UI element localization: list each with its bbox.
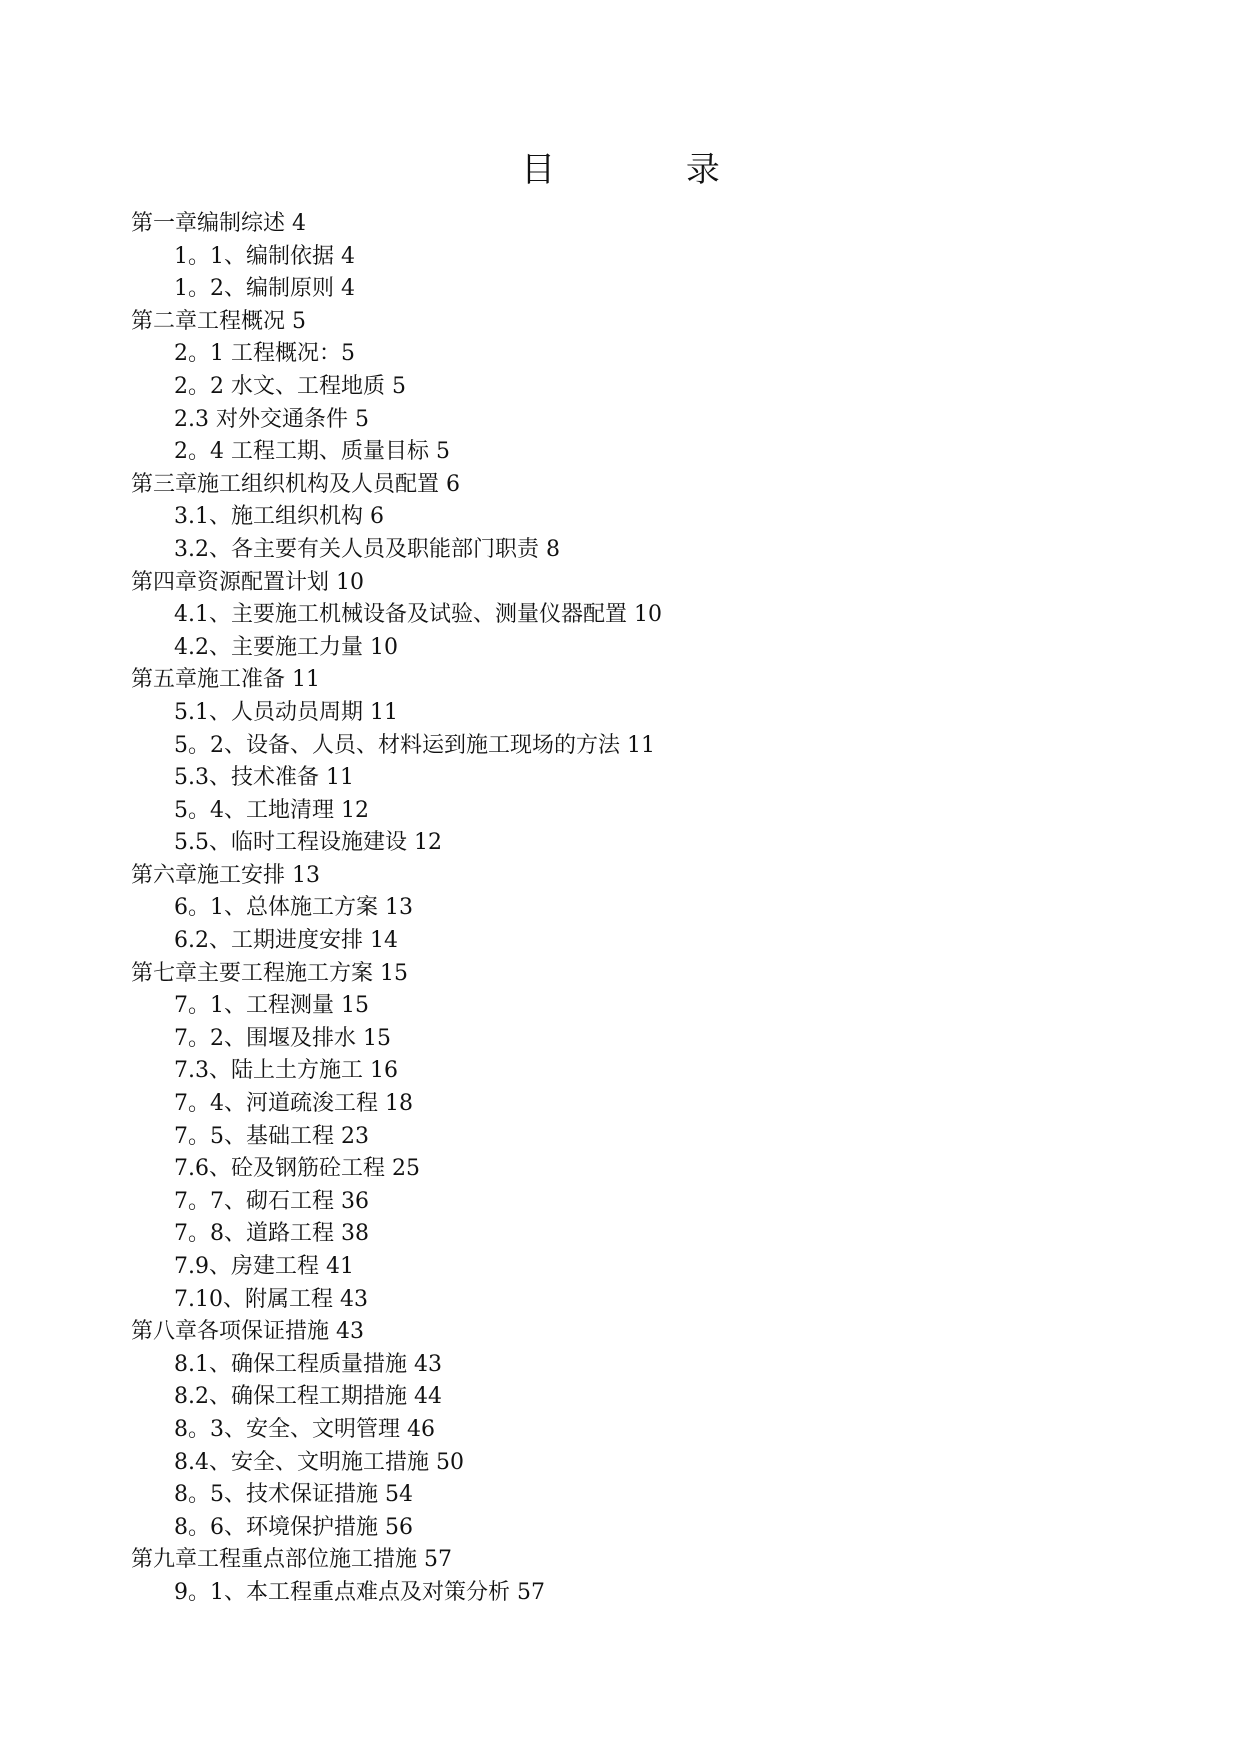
toc-section-entry: 7.9、房建工程 41 [174, 1254, 354, 1279]
toc-chapter-entry: 第五章施工准备 11 [131, 667, 320, 693]
table-of-contents [131, 208, 1131, 1610]
toc-section-entry: 7。2、围堰及排水 15 [174, 1025, 391, 1051]
toc-section-entry: 3.1、施工组织机构 6 [174, 504, 384, 530]
toc-section-entry: 8.2、确保工程工期措施 44 [174, 1384, 442, 1410]
toc-section-entry: 2.3 对外交通条件 5 [174, 406, 369, 432]
toc-section-entry: 9。1、本工程重点难点及对策分析 57 [174, 1579, 545, 1605]
toc-section-entry: 2。4 工程工期、质量目标 5 [174, 439, 450, 465]
toc-chapter-entry: 第四章资源配置计划 10 [131, 569, 364, 595]
toc-section-entry: 1。1、编制依据 4 [174, 243, 355, 269]
toc-section-entry: 8。3、安全、文明管理 46 [174, 1416, 435, 1442]
toc-section-entry: 5。4、工地清理 12 [174, 797, 369, 823]
toc-section-entry: 2。2 水文、工程地质 5 [174, 373, 406, 399]
toc-section-entry: 7。7、砌石工程 36 [174, 1188, 369, 1214]
toc-chapter-entry: 第八章各项保证措施 43 [131, 1319, 364, 1345]
toc-section-entry: 1。2、编制原则 4 [174, 276, 355, 302]
toc-section-entry: 6.2、工期进度安排 14 [174, 928, 398, 954]
toc-section-entry: 5.5、临时工程设施建设 12 [174, 830, 442, 856]
toc-section-entry: 8。6、环境保护措施 56 [174, 1514, 413, 1540]
toc-section-entry: 2。1 工程概况：5 [174, 341, 355, 367]
toc-section-entry: 7。5、基础工程 23 [174, 1123, 369, 1149]
toc-section-entry: 7.3、陆上土方施工 16 [174, 1058, 398, 1084]
toc-chapter-entry: 第九章工程重点部位施工措施 57 [131, 1547, 452, 1573]
toc-section-entry: 4.1、主要施工机械设备及试验、测量仪器配置 10 [174, 602, 662, 628]
toc-section-entry: 8.1、确保工程质量措施 43 [174, 1351, 442, 1377]
toc-chapter-entry: 第一章编制综述 4 [131, 211, 306, 236]
toc-chapter-entry: 第七章主要工程施工方案 15 [131, 960, 408, 986]
toc-section-entry: 4.2、主要施工力量 10 [174, 634, 398, 660]
toc-section-entry: 8。5、技术保证措施 54 [174, 1482, 413, 1508]
toc-section-entry: 5.1、人员动员周期 11 [174, 699, 398, 725]
toc-section-entry: 7。1、工程测量 15 [174, 993, 369, 1019]
toc-section-entry: 5.3、技术准备 11 [174, 765, 354, 791]
toc-section-entry: 7.6、砼及钢筋砼工程 25 [174, 1156, 420, 1182]
toc-section-entry: 5。2、设备、人员、材料运到施工现场的方法 11 [174, 732, 655, 758]
toc-section-entry: 6。1、总体施工方案 13 [174, 895, 413, 921]
toc-section-entry: 3.2、各主要有关人员及职能部门职责 8 [174, 536, 560, 562]
toc-section-entry: 7.10、附属工程 43 [174, 1286, 368, 1312]
toc-chapter-entry: 第三章施工组织机构及人员配置 6 [131, 471, 460, 497]
toc-section-entry: 7。4、河道疏浚工程 18 [174, 1091, 413, 1117]
toc-section-entry: 7。8、道路工程 38 [174, 1221, 369, 1247]
toc-section-entry: 8.4、安全、文明施工措施 50 [174, 1449, 464, 1475]
toc-title: 目 录 [521, 150, 780, 190]
toc-chapter-entry: 第二章工程概况 5 [131, 308, 306, 334]
toc-chapter-entry: 第六章施工安排 13 [131, 862, 320, 888]
